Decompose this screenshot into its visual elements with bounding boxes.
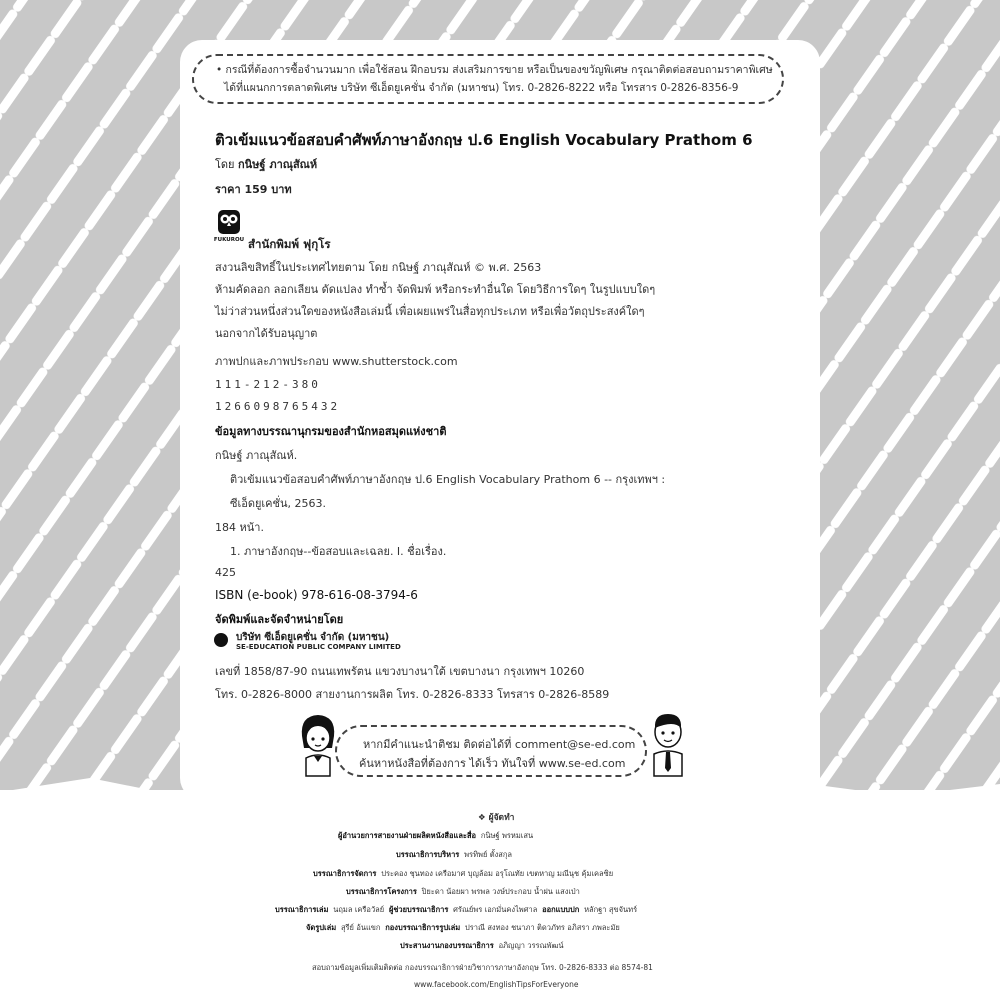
rights-line-4: นอกจากได้รับอนุญาต	[215, 327, 318, 340]
facebook-link[interactable]: www.facebook.com/EnglishTipsForEveryone	[414, 980, 579, 989]
isbn: ISBN (e-book) 978-616-08-3794-6	[215, 588, 418, 602]
credits-heading: ❖ ผู้จัดทำ	[478, 813, 515, 823]
catalog-classification: 425	[215, 566, 236, 579]
credit-row-4: บรรณาธิการโครงการ ปิยะดา น้อยผา พรพล วงษ์ประกอบ น้ำฝน แสงเป่า	[346, 887, 580, 896]
se-ed-emblem-icon	[214, 633, 228, 647]
by-prefix: โดย	[215, 158, 235, 171]
author-line	[215, 155, 317, 173]
boy-cartoon-icon	[646, 708, 690, 778]
distribution-heading: จัดพิมพ์และจัดจำหน่ายโดย	[215, 613, 344, 626]
catalog-subjects: 1. ภาษาอังกฤษ--ข้อสอบและเฉลย. I. ชื่อเรื่อง.	[230, 545, 447, 558]
price: ราคา 159 บาท	[215, 183, 292, 196]
barcode-number: 1266098765432	[215, 400, 341, 413]
credit-row-7: ประสานงานกองบรรณาธิการ อภิญญา วรรณพัฒน์	[400, 941, 564, 950]
fukurou-owl-logo	[214, 208, 244, 244]
catalog-pages: 184 หน้า.	[215, 521, 264, 534]
contact-feedback: หากมีคำแนะนำติชม ติดต่อได้ที่ comment@se-ed.com	[363, 738, 636, 751]
credits-wave-edge	[0, 770, 1000, 810]
company-phones: โทร. 0-2826-8000 สายงานการผลิต โทร. 0-2826-8333 โทรสาร 0-2826-8589	[215, 688, 610, 701]
book-title: ติวเข้มแนวข้อสอบคำศัพท์ภาษาอังกฤษ ป.6 English Vocabulary Prathom 6	[215, 131, 753, 149]
star-icon: ❖	[478, 813, 489, 823]
credit-row-1: ผู้อำนวยการสายงานฝ่ายผลิตหนังสือและสื่อ กนิษฐ์ พรหมเสน	[338, 831, 534, 840]
publisher-name: สำนักพิมพ์ ฟุกุโร	[248, 237, 331, 251]
credits-inquiry: สอบถามข้อมูลเพิ่มเติมติดต่อ กองบรรณาธิการฝ่ายวิชาการภาษาอังกฤษ โทร. 0-2826-8333 ต่อ 8574-81	[312, 963, 653, 972]
company-name-en: SE-EDUCATION PUBLIC COMPANY LIMITED	[236, 643, 401, 651]
rights-line-3: ไม่ว่าส่วนหนึ่งส่วนใดของหนังสือเล่มนี้ เพื่อเผยแพร่ในสื่อทุกประเภท หรือเพื่อวัตถุประสงค์ใดๆ	[215, 305, 645, 318]
notice-line-1: • กรณีที่ต้องการซื้อจำนวนมาก เพื่อใช้สอน ฝึกอบรม ส่งเสริมการขาย หรือเป็นของขวัญพิเศษ กรุณาติดต่อสอบถามราคาพิเศษ	[216, 64, 773, 76]
girl-cartoon-icon	[296, 712, 340, 778]
contact-search: ค้นหาหนังสือที่ต้องการ ได้เร็ว ทันใจที่ www.se-ed.com	[359, 757, 626, 770]
rights-line-1: สงวนลิขสิทธิ์ในประเทศไทยตาม โดย กนิษฐ์ ภาณุสัณห์ © พ.ศ. 2563	[215, 261, 542, 274]
product-code: 111-212-380	[215, 378, 321, 391]
catalog-title: ติวเข้มแนวข้อสอบคำศัพท์ภาษาอังกฤษ ป.6 English Vocabulary Prathom 6 -- กรุงเทพฯ :	[230, 473, 666, 486]
catalog-author: กนิษฐ์ ภาณุสัณห์.	[215, 449, 298, 462]
rights-line-2: ห้ามคัดลอก ลอกเลียน ดัดแปลง ทำซ้ำ จัดพิมพ์ หรือกระทำอื่นใด โดยวิธีการใดๆ ในรูปแบบใดๆ	[215, 283, 656, 296]
logo-label: FUKUROU	[214, 237, 244, 243]
company-address: เลขที่ 1858/87-90 ถนนเทพรัตน แขวงบางนาใต้ เขตบางนา กรุงเทพฯ 10260	[215, 665, 585, 678]
author-name: กนิษฐ์ ภาณุสัณห์	[238, 158, 318, 171]
catalog-publisher: ซีเอ็ดยูเคชั่น, 2563.	[230, 497, 327, 510]
catalog-heading: ข้อมูลทางบรรณานุกรมของสำนักหอสมุดแห่งชาติ	[215, 425, 447, 438]
credit-row-6: จัดรูปเล่ม สุรีย์ อ้นแขก กองบรรณาธิการรูปเล่ม ปราณี สงทอง ชนาภา ติดวภัทร อภิสรา ภพละมัย	[306, 923, 620, 932]
credit-row-5: บรรณาธิการเล่ม นฤมล เครือวัลย์ ผู้ช่วยบรรณาธิการ ศรัณย์พร เอกมั่นคงไพศาล ออกแบบปก หลักฐา สุขจันทร์	[275, 905, 638, 914]
notice-line-2: ได้ที่แผนกการตลาดพิเศษ บริษัท ซีเอ็ดยูเคชั่น จำกัด (มหาชน) โทร. 0-2826-8222 หรือ โทรสาร 0-2826-8356-9	[224, 82, 739, 94]
credit-row-3: บรรณาธิการจัดการ ประคอง ชุนทอง เครือมาศ บุญล้อม อรุโณทัย เขตหาญ มณีนุช คุ้มเคลซิย	[313, 869, 614, 878]
cover-credit: ภาพปกและภาพประกอบ www.shutterstock.com	[215, 355, 458, 368]
company-name-th: บริษัท ซีเอ็ดยูเคชั่น จำกัด (มหาชน)	[236, 632, 390, 643]
credit-row-2: บรรณาธิการบริหาร พรทิพย์ ตั้งสกุล	[396, 850, 512, 859]
bulk-order-notice	[192, 54, 784, 104]
